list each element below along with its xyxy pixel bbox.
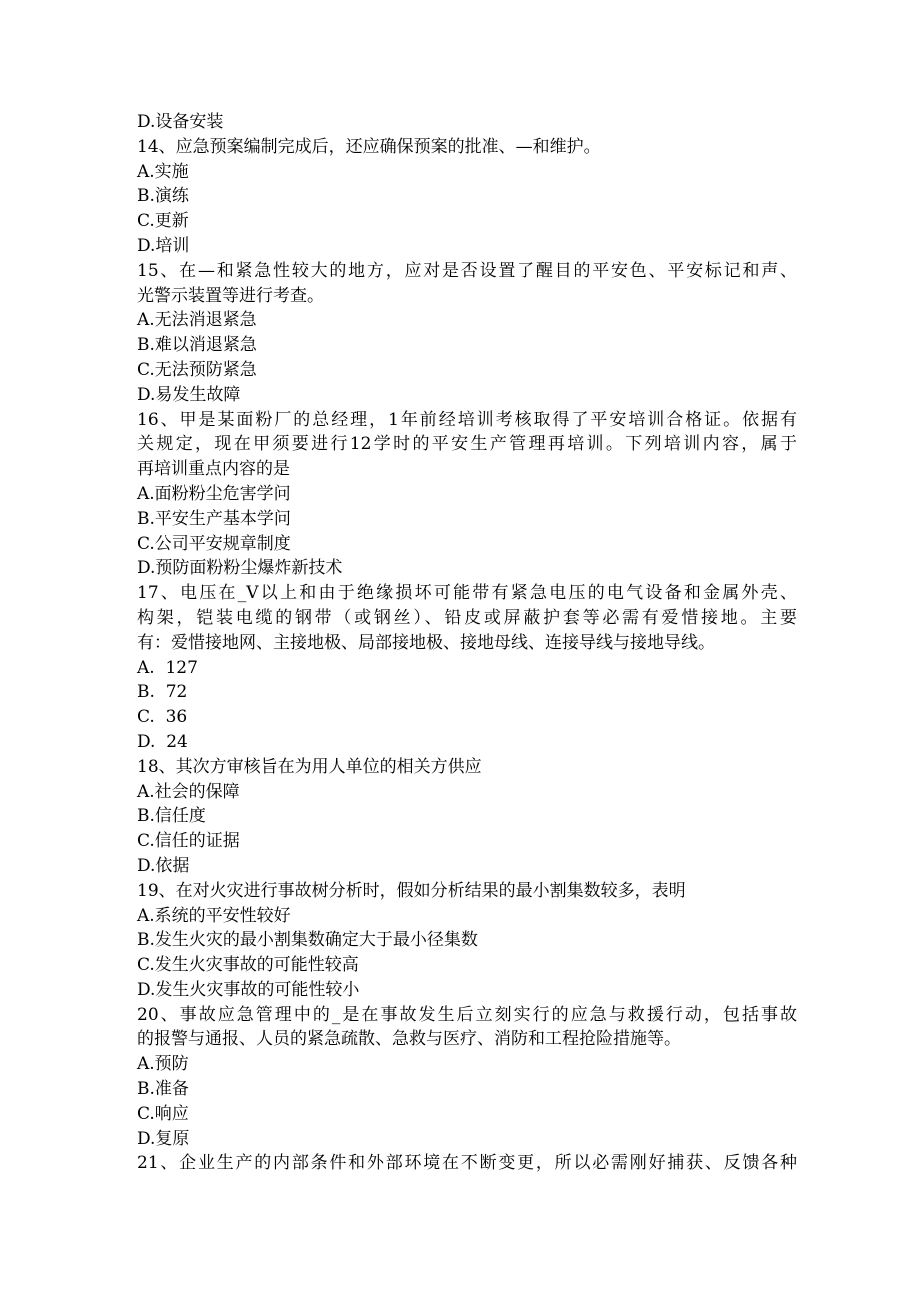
question-21-line-1: 21、企业生产的内部条件和外部环境在不断变更，所以必需刚好捕获、反馈各种 <box>137 1153 797 1174</box>
option-b-q17: B. 72 <box>137 682 188 703</box>
option-c-q16: C.公司平安规章制度 <box>137 533 291 554</box>
option-b-q20: B.准备 <box>137 1079 189 1100</box>
question-17-line-1: 17、电压在_V以上和由于绝缘损坏可能带有紧急电压的电气设备和金属外壳、 <box>137 583 797 604</box>
question-19: 19、在对火灾进行事故树分析时，假如分析结果的最小割集数较多，表明 <box>137 880 686 901</box>
document-page <box>137 110 797 1176</box>
option-a-q14: A.实施 <box>137 161 189 182</box>
option-c-q14: C.更新 <box>137 211 189 232</box>
option-d-q15: D.易发生故障 <box>137 384 241 405</box>
question-15-line-1: 15、在—和紧急性较大的地方，应对是否设置了醒目的平安色、平安标记和声、 <box>137 260 797 281</box>
question-16-line-1: 16、甲是某面粉厂的总经理，1年前经培训考核取得了平安培训合格证。依据有 <box>137 409 797 430</box>
option-c-q17: C. 36 <box>137 707 188 728</box>
question-14: 14、应急预案编制完成后，还应确保预案的批准、—和维护。 <box>137 136 601 157</box>
option-b-q18: B.信任度 <box>137 806 206 827</box>
question-18: 18、其次方审核旨在为用人单位的相关方供应 <box>137 756 482 777</box>
option-d-q17: D. 24 <box>137 731 188 752</box>
option-b-q16: B.平安生产基本学问 <box>137 508 291 529</box>
option-c-q20: C.响应 <box>137 1103 189 1124</box>
question-15-line-2: 光警示装置等进行考查。 <box>137 285 324 306</box>
option-d-q13: D.设备安装 <box>137 112 224 132</box>
question-16-line-3: 再培训重点内容的是 <box>137 459 290 480</box>
option-a-q16: A.面粉粉尘危害学问 <box>137 483 291 504</box>
option-d-q16: D.预防面粉粉尘爆炸新技术 <box>137 558 343 579</box>
question-16-line-2: 关规定，现在甲须要进行12学时的平安生产管理再培训。下列培训内容，属于 <box>137 434 797 455</box>
option-a-q18: A.社会的保障 <box>137 781 240 802</box>
question-20-line-1: 20、事故应急管理中的_是在事故发生后立刻实行的应急与救援行动，包括事故 <box>137 1004 797 1025</box>
question-20-line-2: 的报警与通报、人员的紧急疏散、急救与医疗、消防和工程抢险措施等。 <box>137 1029 681 1050</box>
option-a-q17: A. 127 <box>137 657 198 678</box>
question-17-line-3: 有：爱惜接地网、主接地极、局部接地极、接地母线、连接导线与接地导线。 <box>137 632 715 653</box>
option-d-q19: D.发生火灾事故的可能性较小 <box>137 979 360 1000</box>
option-a-q15: A.无法消退紧急 <box>137 310 257 331</box>
option-b-q14: B.演练 <box>137 186 189 207</box>
option-d-q14: D.培训 <box>137 235 190 256</box>
option-b-q19: B.发生火灾的最小割集数确定大于最小径集数 <box>137 930 478 951</box>
option-a-q19: A.系统的平安性较好 <box>137 905 291 926</box>
question-17-line-2: 构架，铠装电缆的钢带（或钢丝）、铅皮或屏蔽护套等必需有爱惜接地。主要 <box>137 607 797 628</box>
option-b-q15: B.难以消退紧急 <box>137 335 257 356</box>
option-d-q20: D.复原 <box>137 1128 190 1149</box>
option-a-q20: A.预防 <box>137 1054 189 1075</box>
option-d-q18: D.依据 <box>137 855 190 876</box>
option-c-q15: C.无法预防紧急 <box>137 359 257 380</box>
option-c-q19: C.发生火灾事故的可能性较高 <box>137 955 359 976</box>
option-c-q18: C.信任的证据 <box>137 831 240 852</box>
